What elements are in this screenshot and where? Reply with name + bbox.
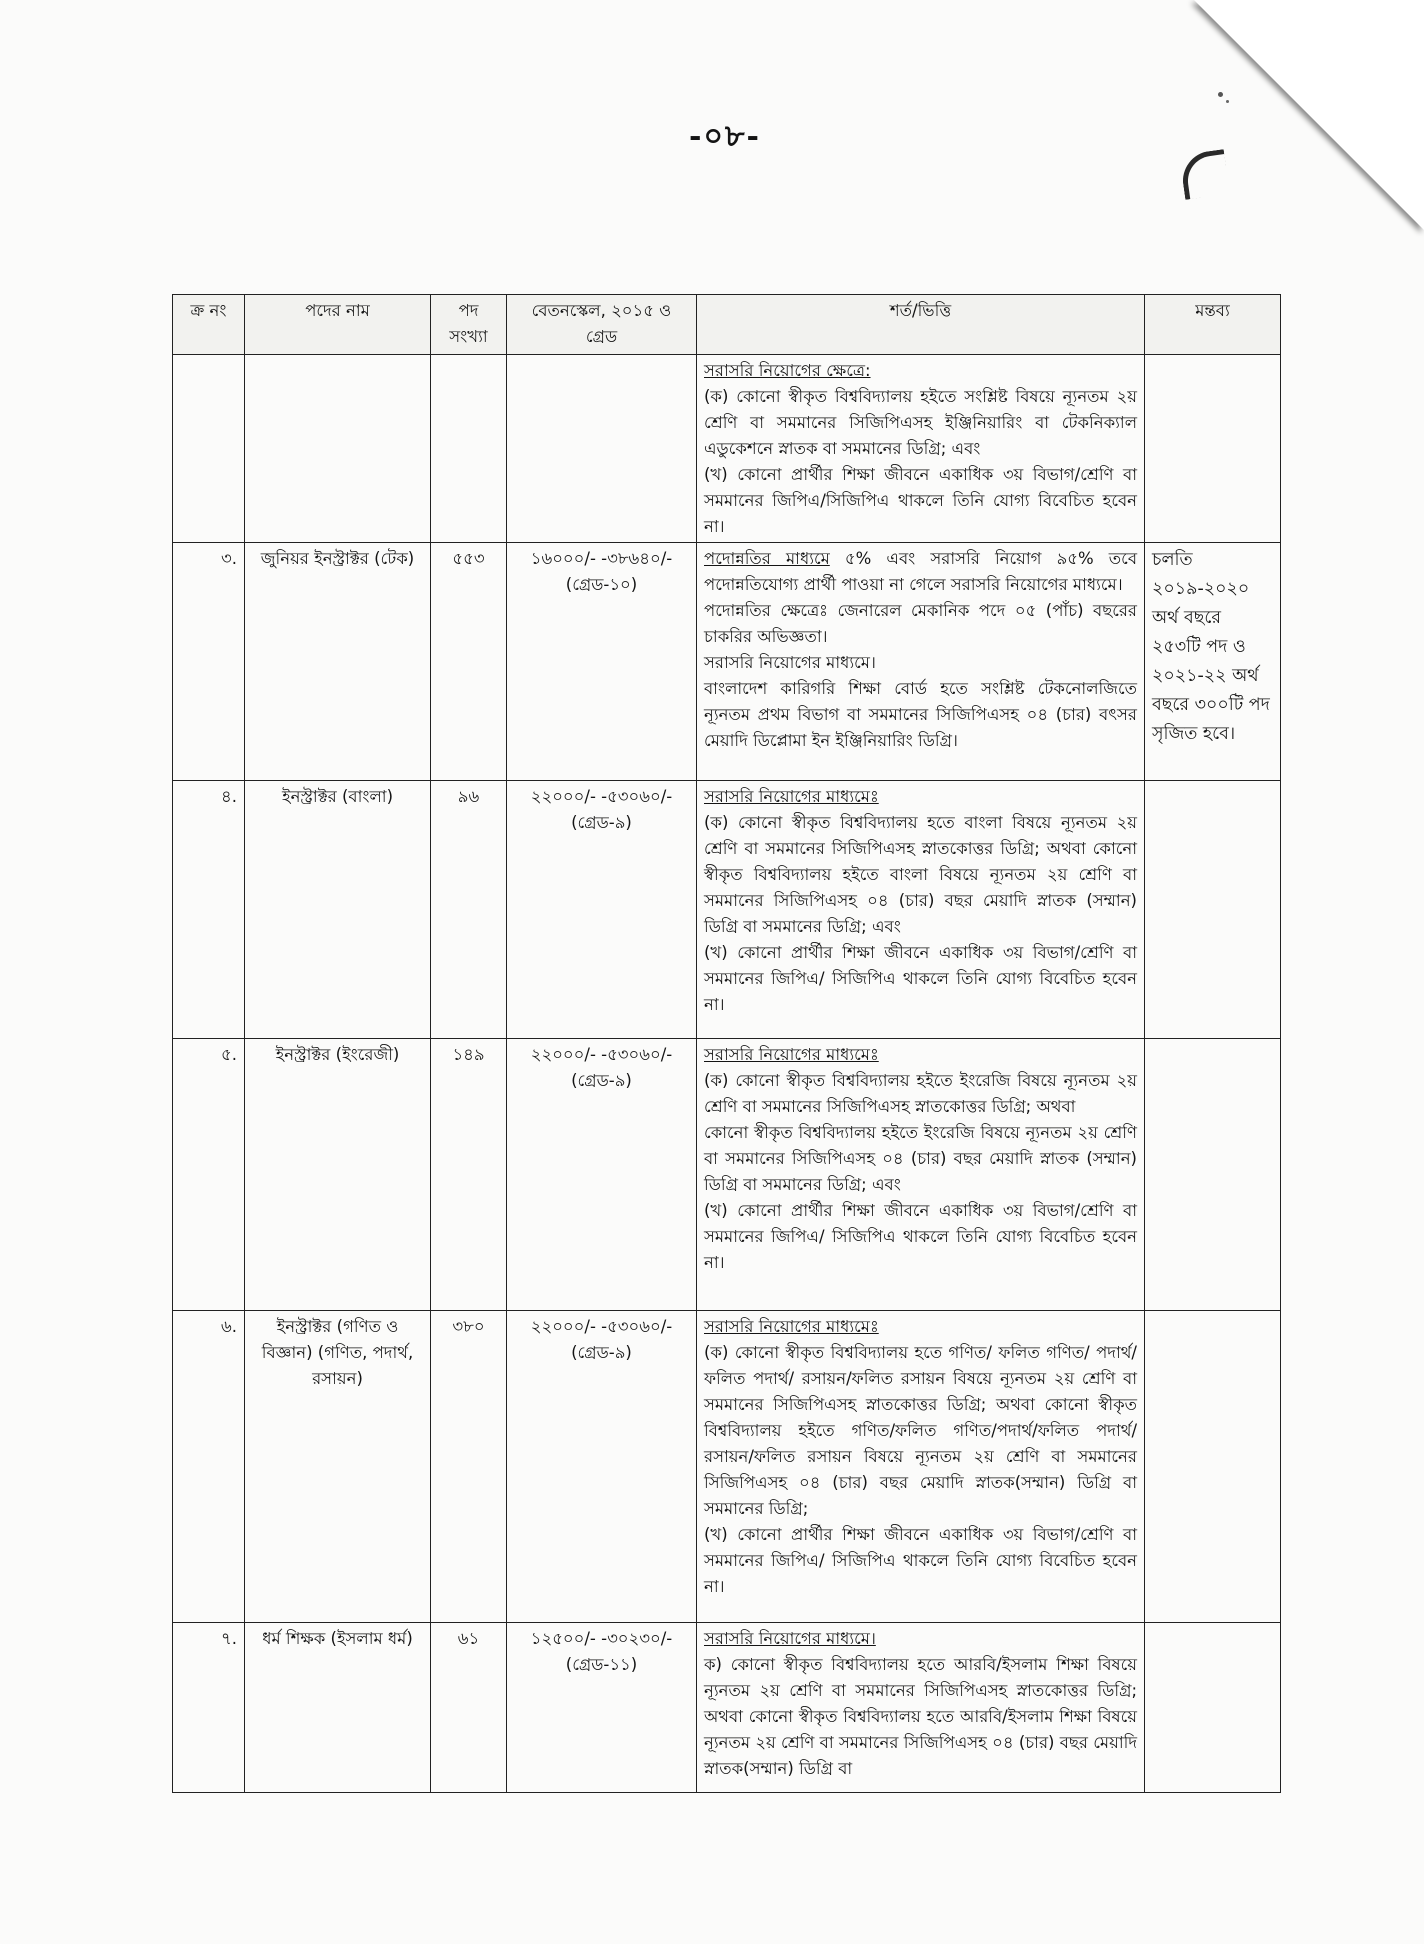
pay-scale-value: ১৬০০০/- -৩৮৬৪০/- bbox=[530, 549, 673, 568]
condition-line: পদোন্নতির ক্ষেত্রেঃ জেনারেল মেকানিক পদে ০৫ (পাঁচ) বছরের চাকরির অভিজ্ঞতা। bbox=[704, 601, 1137, 646]
table-row bbox=[173, 355, 1281, 543]
row-post-count: ৬১ bbox=[431, 1623, 507, 1793]
condition-line: (ক) কোনো স্বীকৃত বিশ্ববিদ্যালয় হইতে ইংরেজি বিষয়ে ন্যূনতম ২য় শ্রেণি বা সমমানের সিজিপিএসহ স্নাতকোত্তর ডিগ্রি; অথবা bbox=[704, 1071, 1137, 1116]
row-remark bbox=[1145, 781, 1281, 1039]
row-post-count: ৫৫৩ bbox=[431, 543, 507, 781]
row-post-count: ৯৬ bbox=[431, 781, 507, 1039]
row-remark bbox=[1145, 355, 1281, 543]
row-conditions bbox=[697, 781, 1145, 1039]
row-post-count bbox=[431, 355, 507, 543]
row-pay-scale bbox=[507, 781, 697, 1039]
condition-line: (ক) কোনো স্বীকৃত বিশ্ববিদ্যালয় হইতে সংশ্লিষ্ট বিষয়ে ন্যূনতম ২য় শ্রেণি বা সমমানের সিজিপিএসহ ইঞ্জিনিয়ারিং বা টেকনিক্যাল এডুকেশনে স্নাতক বা সমমানের ডিগ্রি; এবং bbox=[704, 387, 1137, 458]
condition-heading: সরাসরি নিয়োগের মাধ্যমেঃ bbox=[704, 787, 879, 806]
posts-table bbox=[172, 294, 1281, 1793]
pay-scale-value: ২২০০০/- -৫৩০৬০/- bbox=[530, 787, 673, 806]
grade-value: (গ্রেড-৯) bbox=[571, 1343, 632, 1362]
condition-line: ক) কোনো স্বীকৃত বিশ্ববিদ্যালয় হতে আরবি/ইসলাম শিক্ষা বিষয়ে ন্যূনতম ২য় শ্রেণি বা সমমানের সিজিপিএসহ স্নাতকোত্তর ডিগ্রি; অথবা কোনো স্বীকৃত বিশ্ববিদ্যালয় হতে আরবি/ইসলাম শিক্ষা বিষয়ে ন্যূনতম ২য় শ্রেণি বা সমমানের সিজিপিএসহ ০৪ (চার) বছর মেয়াদি স্নাতক(সম্মান) ডিগ্রি বা bbox=[704, 1655, 1137, 1778]
row-conditions bbox=[697, 1623, 1145, 1793]
row-pay-scale bbox=[507, 1039, 697, 1311]
pay-scale-value: ১২৫০০/- -৩০২৩০/- bbox=[530, 1629, 673, 1648]
scan-speck bbox=[1218, 92, 1223, 97]
row-post-name: ইনস্ট্রাক্টর (বাংলা) bbox=[245, 781, 431, 1039]
grade-value: (গ্রেড-৯) bbox=[571, 1071, 632, 1090]
row-post-name: জুনিয়র ইনস্ট্রাক্টর (টেক) bbox=[245, 543, 431, 781]
row-post-name: ইনস্ট্রাক্টর (ইংরেজী) bbox=[245, 1039, 431, 1311]
grade-value: (গ্রেড-১১) bbox=[565, 1655, 638, 1674]
row-remark bbox=[1145, 1039, 1281, 1311]
table-header-row bbox=[173, 295, 1281, 355]
row-pay-scale bbox=[507, 1311, 697, 1623]
condition-line: সরাসরি নিয়োগের মাধ্যমে। bbox=[704, 653, 876, 672]
row-post-name: ধর্ম শিক্ষক (ইসলাম ধর্ম) bbox=[245, 1623, 431, 1793]
remark-text: চলতি ২০১৯-২০২০ অর্থ বছরে ২৫৩টি পদ ও ২০২১-২২ অর্থ বছরে ৩০০টি পদ সৃজিত হবে। bbox=[1152, 550, 1270, 744]
row-serial: ৪. bbox=[173, 781, 245, 1039]
row-conditions bbox=[697, 543, 1145, 781]
header-conditions: শর্ত/ভিত্তি bbox=[697, 295, 1145, 355]
pay-scale-value: ২২০০০/- -৫৩০৬০/- bbox=[530, 1317, 673, 1336]
row-remark bbox=[1145, 1311, 1281, 1623]
condition-line: (ক) কোনো স্বীকৃত বিশ্ববিদ্যালয় হতে গণিত/ ফলিত গণিত/ পদার্থ/ ফলিত পদার্থ/ রসায়ন/ফলিত রসায়ন বিষয়ে ন্যূনতম ২য় শ্রেণি বা সমমানের সিজিপিএসহ স্নাতকোত্তর ডিগ্রি; অথবা কোনো স্বীকৃত বিশ্ববিদ্যালয় হইতে গণিত/ফলিত গণিত/পদার্থ/ফলিত পদার্থ/ রসায়ন/ফলিত রসায়ন বিষয়ে ন্যূনতম ২য় শ্রেণি বা সমমানের সিজিপিএসহ ০৪ (চার) বছর মেয়াদি স্নাতক(সম্মান) ডিগ্রি বা সমমানের ডিগ্রি; bbox=[704, 1343, 1137, 1518]
table-row bbox=[173, 781, 1281, 1039]
row-post-name: ইনস্ট্রাক্টর (গণিত ও বিজ্ঞান) (গণিত, পদার্থ, রসায়ন) bbox=[245, 1311, 431, 1623]
table-row bbox=[173, 543, 1281, 781]
header-pay-scale: বেতনস্কেল, ২০১৫ ও গ্রেড bbox=[507, 295, 697, 355]
row-conditions bbox=[697, 1311, 1145, 1623]
row-serial bbox=[173, 355, 245, 543]
row-serial: ৫. bbox=[173, 1039, 245, 1311]
header-remarks: মন্তব্য bbox=[1145, 295, 1281, 355]
condition-heading: সরাসরি নিয়োগের ক্ষেত্রে: bbox=[704, 361, 871, 380]
condition-line: কোনো স্বীকৃত বিশ্ববিদ্যালয় হইতে ইংরেজি বিষয়ে ন্যূনতম ২য় শ্রেণি বা সমমানের সিজিপিএসহ ০৪ (চার) বছর মেয়াদি স্নাতক (সম্মান) ডিগ্রি বা সমমানের ডিগ্রি; এবং bbox=[704, 1123, 1137, 1194]
table-row bbox=[173, 1623, 1281, 1793]
condition-line: (খ) কোনো প্রার্থীর শিক্ষা জীবনে একাধিক ৩য় বিভাগ/শ্রেণি বা সমমানের জিপিএ/ সিজিপিএ থাকলে তিনি যোগ্য বিবেচিত হবেন না। bbox=[704, 943, 1137, 1014]
row-remark bbox=[1145, 543, 1281, 781]
page-number: -০৮- bbox=[689, 119, 761, 154]
handwritten-pen-mark bbox=[1179, 149, 1230, 200]
row-pay-scale bbox=[507, 355, 697, 543]
scan-speck bbox=[1226, 100, 1229, 103]
grade-value: (গ্রেড-১০) bbox=[565, 575, 638, 594]
condition-heading-rest: ৫% এবং সরাসরি নিয়োগ ৯৫% তবে পদোন্নতিযোগ্য প্রার্থী পাওয়া না গেলে সরাসরি নিয়োগের মাধ্যমে। bbox=[704, 549, 1137, 594]
table-row bbox=[173, 1311, 1281, 1623]
condition-line: বাংলাদেশ কারিগরি শিক্ষা বোর্ড হতে সংশ্লিষ্ট টেকনোলজিতে ন্যূনতম প্রথম বিভাগ বা সমমানের সিজিপিএসহ ০৪ (চার) বৎসর মেয়াদি ডিপ্লোমা ইন ইঞ্জিনিয়ারিং ডিগ্রি। bbox=[704, 679, 1137, 750]
condition-line: (খ) কোনো প্রার্থীর শিক্ষা জীবনে একাধিক ৩য় বিভাগ/শ্রেণি বা সমমানের জিপিএ/ সিজিপিএ থাকলে তিনি যোগ্য বিবেচিত হবেন না। bbox=[704, 1201, 1137, 1272]
header-serial: ক্র নং bbox=[173, 295, 245, 355]
condition-line: (ক) কোনো স্বীকৃত বিশ্ববিদ্যালয় হতে বাংলা বিষয়ে ন্যূনতম ২য় শ্রেণি বা সমমানের সিজিপিএসহ স্নাতকোত্তর ডিগ্রি; অথবা কোনো স্বীকৃত বিশ্ববিদ্যালয় হইতে বাংলা বিষয়ে ন্যূনতম ২য় শ্রেণি বা সমমানের সিজিপিএসহ ০৪ (চার) বছর মেয়াদি স্নাতক (সম্মান) ডিগ্রি বা সমমানের ডিগ্রি; এবং bbox=[704, 813, 1137, 936]
condition-line: (খ) কোনো প্রার্থীর শিক্ষা জীবনে একাধিক ৩য় বিভাগ/শ্রেণি বা সমমানের জিপিএ/ সিজিপিএ থাকলে তিনি যোগ্য বিবেচিত হবেন না। bbox=[704, 1525, 1137, 1596]
row-post-count: ৩৮০ bbox=[431, 1311, 507, 1623]
row-post-name bbox=[245, 355, 431, 543]
condition-heading: পদোন্নতির মাধ্যমে bbox=[704, 549, 830, 568]
header-post-count: পদ সংখ্যা bbox=[431, 295, 507, 355]
row-pay-scale bbox=[507, 1623, 697, 1793]
row-serial: ৭. bbox=[173, 1623, 245, 1793]
row-serial: ৩. bbox=[173, 543, 245, 781]
condition-line: (খ) কোনো প্রার্থীর শিক্ষা জীবনে একাধিক ৩য় বিভাগ/শ্রেণি বা সমমানের জিপিএ/সিজিপিএ থাকলে তিনি যোগ্য বিবেচিত হবেন না। bbox=[704, 465, 1137, 536]
header-post-name: পদের নাম bbox=[245, 295, 431, 355]
row-conditions bbox=[697, 1039, 1145, 1311]
condition-heading: সরাসরি নিয়োগের মাধ্যমেঃ bbox=[704, 1317, 879, 1336]
table-row bbox=[173, 1039, 1281, 1311]
row-conditions bbox=[697, 355, 1145, 543]
row-pay-scale bbox=[507, 543, 697, 781]
page-corner-fold bbox=[1194, 0, 1424, 230]
condition-heading: সরাসরি নিয়োগের মাধ্যমেঃ bbox=[704, 1045, 879, 1064]
grade-value: (গ্রেড-৯) bbox=[571, 813, 632, 832]
row-remark bbox=[1145, 1623, 1281, 1793]
pay-scale-value: ২২০০০/- -৫৩০৬০/- bbox=[530, 1045, 673, 1064]
row-post-count: ১৪৯ bbox=[431, 1039, 507, 1311]
row-serial: ৬. bbox=[173, 1311, 245, 1623]
condition-heading: সরাসরি নিয়োগের মাধ্যমে। bbox=[704, 1629, 876, 1648]
